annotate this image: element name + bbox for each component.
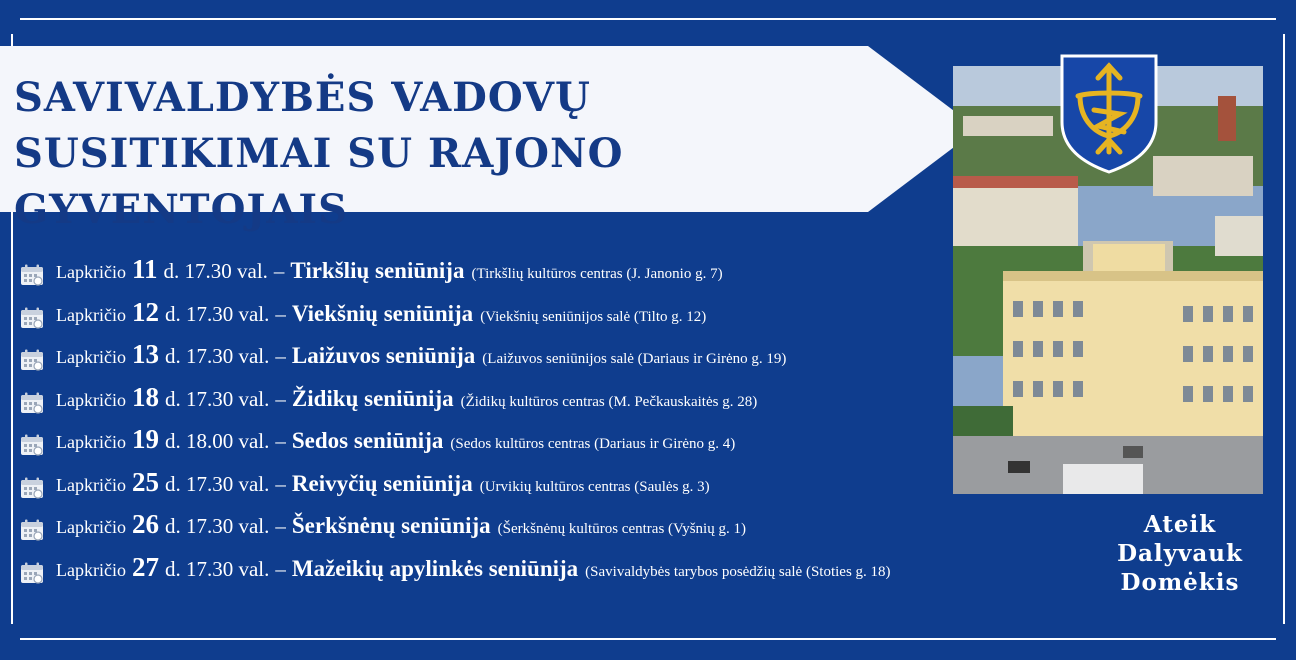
calendar-icon xyxy=(20,519,44,541)
frame-line-right xyxy=(1283,34,1285,624)
schedule-row xyxy=(20,509,960,552)
schedule-month: Lapkričio xyxy=(56,517,126,537)
schedule-separator: – xyxy=(275,386,286,411)
schedule-row xyxy=(20,424,960,467)
schedule-separator: – xyxy=(275,514,286,538)
schedule-month: Lapkričio xyxy=(56,262,126,282)
slogan-line-3: Domėkis xyxy=(1120,569,1240,596)
meeting-schedule xyxy=(20,254,960,594)
schedule-day: 26 xyxy=(131,509,159,539)
schedule-row xyxy=(20,297,960,340)
frame-line-bottom xyxy=(20,638,1276,640)
schedule-month: Lapkričio xyxy=(56,432,126,452)
schedule-row xyxy=(20,552,960,595)
schedule-day: 25 xyxy=(131,466,159,497)
schedule-ward: Židikų seniūnija xyxy=(291,385,454,411)
schedule-ward: Šerkšnėnų seniūnija xyxy=(291,513,491,538)
schedule-day: 18 xyxy=(131,381,159,412)
schedule-ward: Laižuvos seniūnija xyxy=(291,343,476,368)
schedule-time: d. 17.30 val. xyxy=(164,344,270,368)
schedule-month: Lapkričio xyxy=(56,474,126,495)
title-line-1: SAVIVALDYBĖS VADOVŲ xyxy=(14,74,591,121)
slogan xyxy=(1110,510,1250,597)
schedule-place: (Židikų kultūros centras (M. Pečkauskaitės g. 28) xyxy=(460,393,758,410)
calendar-icon xyxy=(20,264,44,286)
schedule-time: d. 17.30 val. xyxy=(164,301,270,326)
schedule-month: Lapkričio xyxy=(56,389,126,410)
schedule-time: d. 17.30 val. xyxy=(164,514,270,538)
calendar-icon xyxy=(20,307,44,329)
schedule-month: Lapkričio xyxy=(56,304,126,325)
schedule-separator: – xyxy=(275,471,286,496)
schedule-ward: Mažeikių apylinkės seniūnija xyxy=(291,555,579,581)
schedule-ward: Viekšnių seniūnija xyxy=(291,300,474,326)
schedule-time: d. 17.30 val. xyxy=(164,556,270,581)
schedule-time: d. 17.30 val. xyxy=(164,471,270,496)
schedule-ward: Tirkšlių seniūnija xyxy=(290,258,465,283)
schedule-row xyxy=(20,382,960,425)
schedule-time: d. 18.00 val. xyxy=(164,429,270,453)
schedule-place: (Viekšnių seniūnijos salė (Tilto g. 12) xyxy=(480,308,707,325)
schedule-separator: – xyxy=(275,429,286,453)
schedule-place: (Sedos kultūros centras (Dariaus ir Girėno g. 4) xyxy=(450,436,736,452)
coat-of-arms-icon xyxy=(1058,52,1160,174)
schedule-time: d. 17.30 val. xyxy=(164,386,270,411)
schedule-ward: Reivyčių seniūnija xyxy=(291,470,473,496)
schedule-day: 13 xyxy=(131,339,159,369)
schedule-day: 11 xyxy=(131,254,158,284)
schedule-month: Lapkričio xyxy=(56,559,126,580)
schedule-day: 19 xyxy=(131,424,159,454)
calendar-icon xyxy=(20,477,44,499)
schedule-day: 12 xyxy=(131,296,159,327)
calendar-icon xyxy=(20,434,44,456)
schedule-separator: – xyxy=(273,259,285,283)
slogan-line-1: Ateik xyxy=(1143,511,1217,538)
schedule-row xyxy=(20,254,960,297)
schedule-row xyxy=(20,467,960,510)
calendar-icon xyxy=(20,562,44,584)
page-title xyxy=(14,70,914,238)
schedule-time: d. 17.30 val. xyxy=(163,259,268,283)
slogan-line-2: Dalyvauk xyxy=(1117,540,1243,567)
schedule-place: (Savivaldybės tarybos posėdžių salė (Stoties g. 18) xyxy=(585,563,891,580)
calendar-icon xyxy=(20,349,44,371)
schedule-separator: – xyxy=(275,301,286,326)
title-line-2: SUSITIKIMAI SU RAJONO GYVENTOJAIS xyxy=(14,130,624,233)
schedule-separator: – xyxy=(275,556,286,581)
schedule-separator: – xyxy=(275,344,286,368)
schedule-place: (Urvikių kultūros centras (Saulės g. 3) xyxy=(479,478,710,495)
schedule-day: 27 xyxy=(131,551,159,582)
schedule-ward: Sedos seniūnija xyxy=(291,428,444,453)
schedule-place: (Tirkšlių kultūros centras (J. Janonio g. 7) xyxy=(471,266,723,282)
schedule-month: Lapkričio xyxy=(56,347,126,367)
frame-line-top xyxy=(20,18,1276,20)
schedule-place: (Šerkšnėnų kultūros centras (Vyšnių g. 1) xyxy=(497,521,746,537)
schedule-row xyxy=(20,339,960,382)
calendar-icon xyxy=(20,392,44,414)
schedule-place: (Laižuvos seniūnijos salė (Dariaus ir Girėno g. 19) xyxy=(482,351,787,367)
